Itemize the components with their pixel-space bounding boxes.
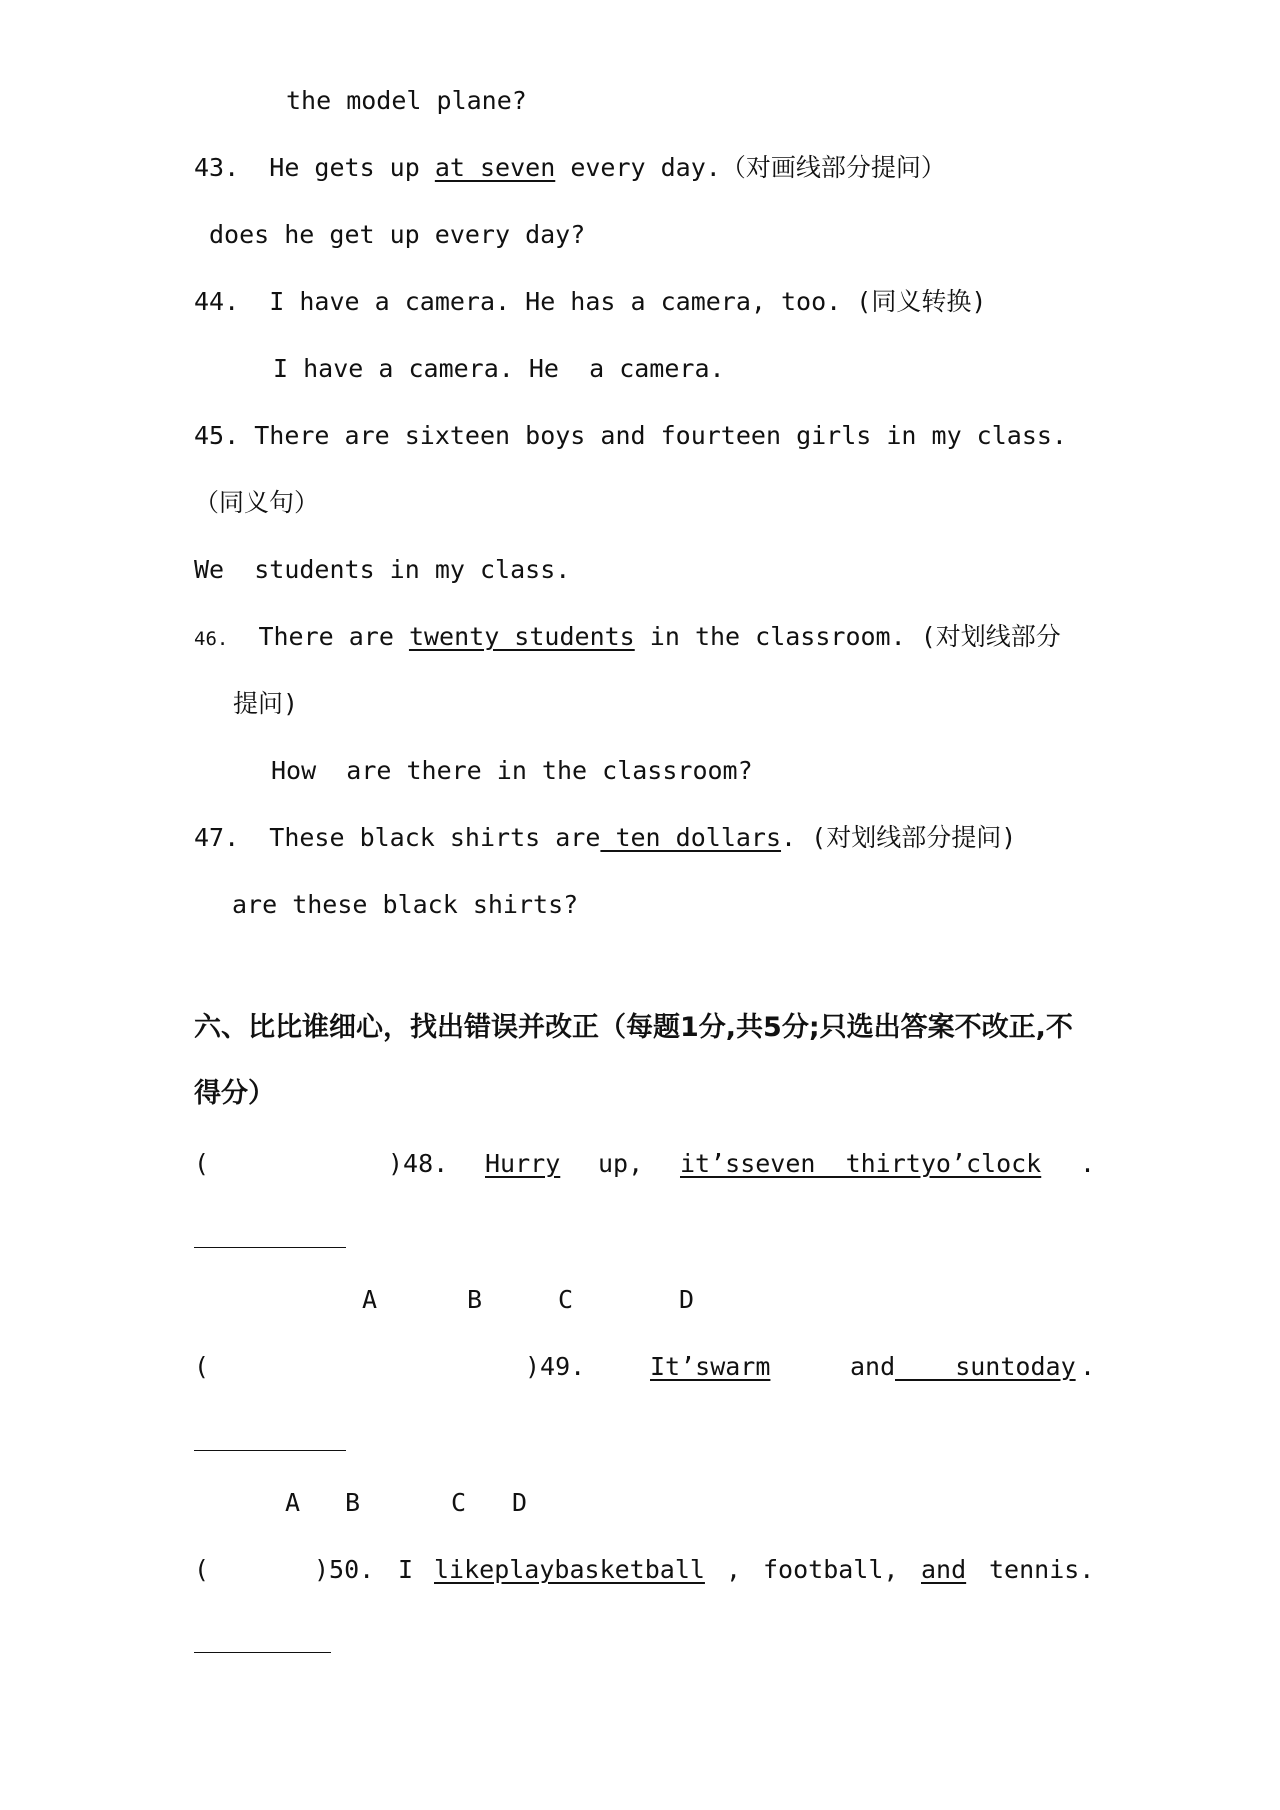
q50-bracket-close: )50.	[314, 1555, 375, 1584]
q44-sentence: I have a camera. He has a camera, too.	[269, 287, 842, 316]
q48-bracket-open: (	[194, 1149, 210, 1178]
q46-text-a: There are	[258, 622, 409, 651]
q48-option-b: up,	[598, 1149, 644, 1178]
q49-label-a: A	[285, 1488, 301, 1517]
q50-comma: ,	[726, 1555, 742, 1584]
q44-answer-part2: a camera.	[589, 354, 725, 383]
q43-text-b: every day.	[555, 153, 721, 182]
q43-underlined: at seven	[434, 153, 556, 182]
q42-continuation: the model plane?	[286, 86, 527, 115]
q47-underlined: ten dollars	[600, 823, 782, 852]
q43-answer-line: does he get up every day?	[209, 220, 586, 249]
q50-option-and: and	[921, 1555, 967, 1584]
q45-answer-part2: students in my class.	[254, 555, 571, 584]
q48-label-a: A	[362, 1285, 378, 1314]
q47-instruction: (对划线部分提问)	[811, 823, 1017, 852]
q44-answer-part1: I have a camera. He	[273, 354, 559, 383]
q49-label-d: D	[512, 1488, 528, 1517]
q47-answer-line: are these black shirts?	[232, 890, 579, 919]
q49-bracket-close: )49.	[525, 1352, 586, 1381]
q47-text-b: .	[781, 823, 797, 852]
q45-answer-part1: We	[194, 555, 225, 584]
question-44	[194, 285, 986, 319]
q46-instruction: (对划线部分	[920, 622, 1061, 651]
q49-label-b: B	[345, 1488, 361, 1517]
q48-period: .	[1080, 1149, 1096, 1178]
q49-label-c: C	[451, 1488, 467, 1517]
q43-instruction: （对画线部分提问）	[720, 153, 946, 182]
q50-word-football: football,	[763, 1555, 899, 1584]
q45-sentence: There are sixteen boys and fourteen girls in my class.	[254, 421, 1067, 450]
q48-label-c: C	[558, 1285, 574, 1314]
q48-option-a: Hurry	[485, 1149, 561, 1178]
q46-underlined: twenty students	[408, 622, 635, 651]
q49-option-c: and	[850, 1352, 896, 1381]
q48-correction-blank[interactable]	[194, 1247, 346, 1248]
section-6-heading: 六、比比谁细心，找出错误并改正（每题1分,共5分;只选出答案不改正,不得分）	[194, 1012, 1073, 1109]
q46-instruction-continued: 提问)	[233, 689, 299, 718]
q48-bracket-close: )48.	[388, 1149, 449, 1178]
q46-text-b: in the classroom.	[634, 622, 906, 651]
q45-instruction: （同义句）	[194, 488, 320, 517]
q46-answer-part1: How	[271, 756, 317, 785]
q50-correction-blank[interactable]	[194, 1652, 331, 1653]
q48-label-d: D	[679, 1285, 695, 1314]
q49-bracket-open: (	[194, 1352, 210, 1381]
question-43	[194, 151, 946, 185]
q50-word-i: I	[398, 1555, 414, 1584]
q49-option-d: suntoday	[895, 1352, 1076, 1381]
question-45	[194, 419, 1067, 453]
q44-instruction: (同义转换)	[856, 287, 987, 316]
q43-text-a: He gets up	[269, 153, 435, 182]
q44-answer-line	[273, 352, 725, 386]
q44-number: 44.	[194, 287, 240, 316]
question-47	[194, 821, 1016, 855]
question-46	[194, 620, 1061, 656]
q48-label-b: B	[467, 1285, 483, 1314]
q46-answer-part2: are there in the classroom?	[346, 756, 753, 785]
q48-option-cd: it’sseven thirtyo’clock	[680, 1149, 1042, 1178]
q46-answer-line	[271, 754, 753, 788]
q45-number: 45.	[194, 421, 240, 450]
q46-number: 46.	[194, 628, 229, 650]
q50-word-tennis: tennis.	[989, 1555, 1095, 1584]
q47-text-a: These black shirts are	[269, 823, 601, 852]
q43-number: 43.	[194, 153, 240, 182]
q45-answer-line	[194, 553, 570, 587]
q47-number: 47.	[194, 823, 240, 852]
q49-period: .	[1080, 1352, 1096, 1381]
q50-option-underlined: likeplaybasketball	[434, 1555, 705, 1584]
q50-bracket-open: (	[194, 1555, 210, 1584]
q49-option-ab: It’swarm	[650, 1352, 771, 1381]
q49-correction-blank[interactable]	[194, 1450, 346, 1451]
